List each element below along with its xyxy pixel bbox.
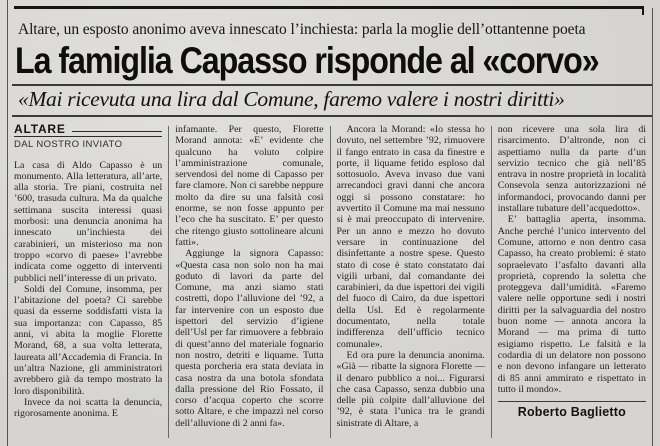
headline: La famiglia Capasso risponde al «corvo» (15, 40, 599, 81)
paragraph: Ancora la Morand: «Io stessa ho dovuto, nel settembre ’92, rimuovere il fango entrato in casa da finestre e porte, il liquame fetido esploso dal sottosuolo. Aveva invaso due vani arrecandoci gravi danni che ancora oggi si possono constatare: ho avvertito il Comune ma mai nessuno si è mai preoccupato di intervenire. Per un anno e mezzo ho dovuto versare in continuazione del disinfettante a nostre spese. Questo stato di cose è stato constatato dai vigili urbani, dal comandante dei carabinieri, da due ispettori dei vigili del fuoco di Cairo, da due ispettori della Usl. Ed è regolarmente documentato, nella totale indifferenza dell’ufficio tecnico comunale». (336, 124, 485, 350)
paragraph: Invece da noi scatta la denuncia, rigorosamente anonima. E (14, 396, 163, 420)
paragraph: Ed ora pure la denuncia anonima. «Già — ribatte la signora Florette — il denaro pubblico a noi... Figurarsi che casa Capasso, senza dubbio una delle più colpite dall’alluvione del ’92, è stata l’unica tra le grandi sinistrate di Altare, a (336, 349, 485, 429)
paragraph: non ricevere una sola lira di risarcimento. D’altronde, non ci aspettiamo nulla da parte d’un servizio tecnico che già nell’85 entrava in nostre proprietà in località Consevola senza autorizzazioni né informandoci, provocando danni per installare tubature dell’acquedotto». (497, 124, 646, 215)
byline-location-row (14, 124, 162, 137)
left-edge-rule (7, 0, 8, 446)
column-4 (498, 124, 646, 444)
byline-rule-tail (72, 131, 163, 132)
paragraph: Aggiunge la signora Capasso: «Questa casa non solo non ha mai goduto di lavori da parte del Comune, ma anzi siamo stati costretti, dopo l’alluvione del ’92, a far intervenire con un esposto due ispettori del servizio d’igiene dell’Usl per far rimuovere a febbraio di quest’anno del materiale fognario non nostro, detriti e liquame. Tutta questa porcheria era stata deviata in casa nostra da una botola sfondata dalla pressione del Rio Fossato, il corso d’acqua coperto che scorre sotto Altare, e che impazzì nel corso dell’alluvione di 2 anni fa». (175, 248, 324, 429)
byline (14, 124, 162, 151)
signature-block (498, 401, 646, 418)
column-3 (337, 124, 485, 444)
column-2 (175, 124, 323, 444)
column-1 (14, 124, 162, 444)
kicker: Altare, un esposto anonimo aveva innescato l’inchiesta: parla la moglie dell’ottantenne poeta (18, 21, 586, 38)
signature-divider (498, 401, 646, 402)
subhead-divider (12, 115, 652, 117)
paragraph: La casa di Aldo Capasso è un monumento. Alla letteratura, all’arte, alla storia. Tre piani, costruita nel ’600, trasuda cultura. Ma da qualche settimana suscita interessi quasi morbosi: una denuncia anonima ha innescato un’inchiesta dei carabinieri, un misterioso ma non troppo «corvo di paese» l’avrebbe indicata come oggetto di interventi pubblici nell’interesse di un privato. (14, 159, 163, 284)
column-divider (330, 126, 331, 438)
top-rule (14, 6, 644, 9)
column-divider (491, 126, 492, 438)
byline-credit: DAL NOSTRO INVIATO (14, 139, 123, 151)
right-edge-rule (652, 8, 653, 446)
byline-location: ALTARE (14, 124, 66, 136)
paragraph: E’ battaglia aperta, insomma. Anche perché l’unico intervento del Comune, attorno e non dentro casa Capasso, ha creato problemi: è stato sopraelevato l’asfalto davanti alla proprietà, coprendo la soletta che proteggeva dall’umidità. «Faremo valere nelle opportune sedi i nostri diritti per la salvaguardia del nostro buon nome — annota ancora la Morand — ma prima di tutto esigiamo rispetto. Le falsità e la codardia di un delatore non possono e non devono infangare un letterato di 85 anni ammirato e rispettato in tutto il mondo». (497, 214, 646, 395)
column-divider (168, 126, 169, 438)
signature: Roberto Baglietto (517, 405, 626, 420)
paragraph: infamante. Per questo, Florette Morand annota: «E’ evidente che qualcuno ha voluto colpire l’amministrazione comunale, servendosi del nome di Capasso per fare clamore. Non ci sarebbe neppure molto da dire su una falsità così enorme, se non fosse appunto per l’eco che ha suscitato. E’ per questo che ritengo giusto sottolineare alcuni fatti». (175, 124, 324, 248)
headline-divider (12, 84, 652, 86)
article-body (14, 124, 646, 444)
subhead: «Mai ricevuta una lira dal Comune, faremo valere i nostri diritti» (18, 87, 565, 111)
paragraph: Soldi del Comune, insomma, per l’abitazione del poeta? Ci sarebbe quasi da esserne soddisfatti vista la sua importanza: con Capasso, 85 anni, vi abita la moglie Florette Morand, 68, a sua volta letterata, laureata all’Accademia di Francia. In un’altra Nazione, gli amministratori avrebbero già da tempo mostrato la loro disponibilità. (14, 283, 163, 397)
